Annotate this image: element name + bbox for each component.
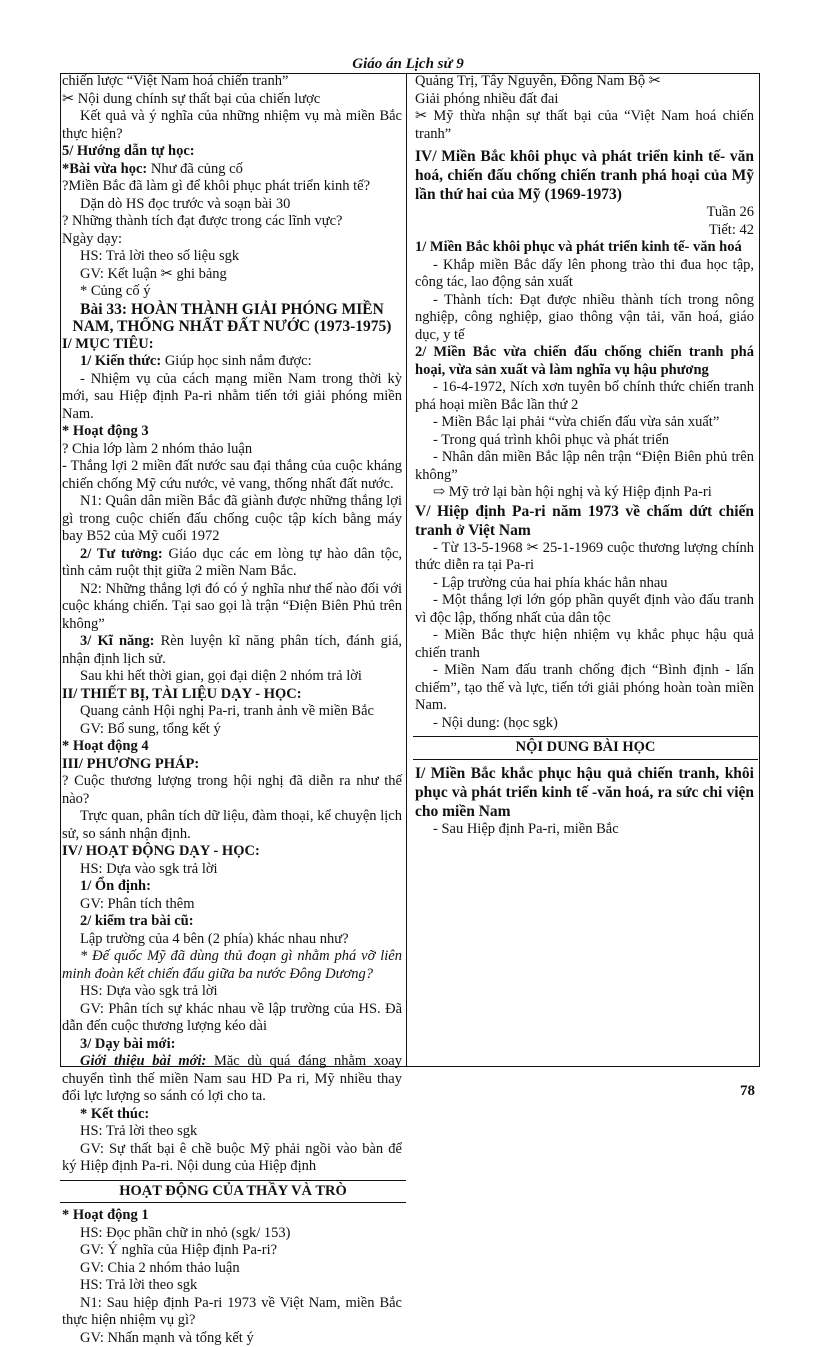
text-line: HS: Trả lời theo số liệu sgk: [60, 248, 406, 266]
text-line: - Miền Nam đấu tranh chống địch “Bình định - lấn chiếm”, tạo thế và lực, tiến tới giải phóng hoàn toàn miền Nam.: [413, 662, 758, 715]
text-line: - Thắng lợi 2 miền đất nước sau đại thắng của cuộc kháng chiến chống Mỹ cứu nước, vẻ vang, thống nhất đất nước.: [60, 458, 406, 493]
text-line: ⇨ Mỹ trở lại bàn hội nghị và ký Hiệp định Pa-ri: [413, 484, 758, 502]
text-line: [60, 1053, 406, 1106]
text-line: [60, 633, 406, 668]
section-heading: 1/ Ổn định:: [60, 878, 406, 896]
activity-label: * Kết thúc:: [60, 1106, 406, 1124]
section-heading: I/ MỤC TIÊU:: [60, 336, 406, 354]
text-line: ✂ Nội dung chính sự thất bại của chiến lược: [60, 91, 406, 109]
text-line: GV: Phân tích thêm: [60, 896, 406, 914]
text-line: ? Cuộc thương lượng trong hội nghị đã diễn ra như thế nào?: [60, 773, 406, 808]
text-line: N1: Quân dân miền Bắc đã giành được những thắng lợi gì trong cuộc chiến đấu chống cuộc tập kích bằng máy bay B52 của Mỹ cuối 1972: [60, 493, 406, 546]
activity-label: * Hoạt động 3: [60, 423, 406, 441]
text-line: Lập trường của 4 bên (2 phía) khác nhau như?: [60, 931, 406, 949]
text-line: - Nhiệm vụ của cách mạng miền Nam trong thời kỳ mới, sau Hiệp định Pa-ri nhằm tiến tới giải phóng miền Nam.: [60, 371, 406, 424]
text-line: - 16-4-1972, Ních xơn tuyên bố chính thức chiến tranh phá hoại miền Bắc lần thứ 2: [413, 379, 758, 414]
activity-label: * Hoạt động 4: [60, 738, 406, 756]
text-line: * Đế quốc Mỹ đã dùng thủ đoạn gì nhằm phá vỡ liên minh đoàn kết chiến đấu giữa ba nước Đông Dương?: [60, 948, 406, 983]
text-line: - Thành tích: Đạt được nhiều thành tích trong nông nghiệp, công nghiệp, giao thông vận tải, văn hoá, giáo dục, y tế: [413, 292, 758, 345]
text-line: ? Chia lớp làm 2 nhóm thảo luận: [60, 441, 406, 459]
text-line: ?Miền Bắc đã làm gì để khôi phục phát triển kinh tế?: [60, 178, 406, 196]
text-line: GV: Phân tích sự khác nhau về lập trường của HS. Đã dẫn đến cuộc thương lượng kéo dài: [60, 1001, 406, 1036]
text-line: chiến lược “Việt Nam hoá chiến tranh”: [60, 73, 406, 91]
text-line: [60, 546, 406, 581]
label: 1/ Kiến thức:: [80, 353, 161, 369]
text-line: Ngày dạy:: [60, 231, 406, 249]
text-line: ? Những thành tích đạt được trong các lĩnh vực?: [60, 213, 406, 231]
text-line: HS: Trả lời theo sgk: [60, 1277, 406, 1295]
section-heading: I/ Miền Bắc khắc phục hậu quả chiến tranh, khôi phục và phát triển kinh tế -văn hoá, ra sức chi viện cho miền Nam: [413, 764, 758, 821]
text-line: HS: Dựa vào sgk trả lời: [60, 983, 406, 1001]
text-line: - Sau Hiệp định Pa-ri, miền Bắc: [413, 821, 758, 839]
text-line: GV: Sự thất bại ê chề buộc Mỹ phải ngồi vào bàn để ký Hiệp định Pa-ri. Nội dung của Hiệp định: [60, 1141, 406, 1176]
text-line: - Nội dung: (học sgk): [413, 715, 758, 733]
label: 2/ Tư tưởng:: [80, 546, 163, 562]
text-line: [60, 353, 406, 371]
text-line: - Một thắng lợi lớn góp phần quyết định vào đấu tranh vì độc lập, thống nhất của dân tộc: [413, 592, 758, 627]
text-line: GV: Nhấn mạnh và tổng kết ý: [60, 1330, 406, 1347]
page-header: Giáo án Lịch sử 9: [0, 56, 816, 73]
label: 3/ Kĩ năng:: [80, 633, 154, 649]
lesson-title: Bài 33: HOÀN THÀNH GIẢI PHÓNG MIỀN NAM, THỐNG NHẤT ĐẤT NƯỚC (1973-1975): [60, 301, 406, 336]
text-line: GV: Bổ sung, tổng kết ý: [60, 721, 406, 739]
text-line: [60, 161, 406, 179]
text-line: - Khắp miền Bắc dấy lên phong trào thi đua học tập, công tác, lao động sản xuất: [413, 257, 758, 292]
text-line: - Từ 13-5-1968 ✂ 25-1-1969 cuộc thương lượng chính thức diễn ra tại Pa-ri: [413, 540, 758, 575]
text-line: Quang cảnh Hội nghị Pa-ri, tranh ảnh về miền Bắc: [60, 703, 406, 721]
text-line: Quảng Trị, Tây Nguyên, Đông Nam Bộ ✂: [413, 73, 758, 91]
text-line: - Miền Bắc thực hiện nhiệm vụ khắc phục hậu quả chiến tranh: [413, 627, 758, 662]
text-line: - Miền Bắc lại phải “vừa chiến đấu vừa sản xuất”: [413, 414, 758, 432]
label: Giới thiệu bài mới:: [80, 1053, 206, 1069]
text-line: GV: Chia 2 nhóm thảo luận: [60, 1260, 406, 1278]
right-column: [413, 73, 758, 1067]
section-heading: II/ THIẾT BỊ, TÀI LIỆU DẠY - HỌC:: [60, 686, 406, 704]
page-number: 78: [740, 1083, 755, 1100]
text-line: HS: Đọc phần chữ in nhỏ (sgk/ 153): [60, 1225, 406, 1243]
table-header-left: HOẠT ĐỘNG CỦA THẦY VÀ TRÒ: [60, 1180, 406, 1204]
text-line: - Nhân dân miền Bắc lập nên trận “Điện Biên phủ trên không”: [413, 449, 758, 484]
section-heading: IV/ Miền Bắc khôi phục và phát triển kinh tế- văn hoá, chiến đấu chống chiến tranh phá hoại của Mỹ lần thứ hai của Mỹ (1969-1973): [413, 147, 758, 204]
table-header-right: NỘI DUNG BÀI HỌC: [413, 736, 758, 760]
text-line: GV: Ý nghĩa của Hiệp định Pa-ri?: [60, 1242, 406, 1260]
text: Rèn luyện kĩ năng phân tích, đánh giá, nhận định lịch sử.: [62, 633, 402, 667]
period-label: Tiết: 42: [413, 222, 758, 240]
left-column: [60, 73, 406, 1067]
text-line: Giải phóng nhiều đất đai: [413, 91, 758, 109]
section-heading: 1/ Miền Bắc khôi phục và phát triển kinh tế- văn hoá: [413, 239, 758, 257]
text: Giáo dục các em lòng tự hào dân tộc, tình cảm ruột thịt giữa 2 miền Nam Bắc.: [62, 546, 402, 580]
text-line: Kết quả và ý nghĩa của những nhiệm vụ mà miền Bắc thực hiện?: [60, 108, 406, 143]
text-line: N2: Những thắng lợi đó có ý nghĩa như thế nào đối với cuộc kháng chiến. Tại sao gọi là trận “Điện Biên Phủ trên không”: [60, 581, 406, 634]
text-line: ✂ Mỹ thừa nhận sự thất bại của “Việt Nam hoá chiến tranh”: [413, 108, 758, 143]
text-line: HS: Trả lời theo sgk: [60, 1123, 406, 1141]
text-line: GV: Kết luận ✂ ghi bảng: [60, 266, 406, 284]
text-line: N1: Sau hiệp định Pa-ri 1973 về Việt Nam, miền Bắc thực hiện nhiệm vụ gì?: [60, 1295, 406, 1330]
section-heading: IV/ HOẠT ĐỘNG DẠY - HỌC:: [60, 843, 406, 861]
section-heading: 2/ kiểm tra bài cũ:: [60, 913, 406, 931]
text-line: HS: Dựa vào sgk trả lời: [60, 861, 406, 879]
text-line: Trực quan, phân tích dữ liệu, đàm thoại, kể chuyện lịch sử, so sánh nhận định.: [60, 808, 406, 843]
week-label: Tuần 26: [413, 204, 758, 222]
text-line: - Trong quá trình khôi phục và phát triển: [413, 432, 758, 450]
activity-label: * Hoạt động 1: [60, 1207, 406, 1225]
section-heading: V/ Hiệp định Pa-ri năm 1973 về chấm dứt chiến tranh ở Việt Nam: [413, 502, 758, 540]
text-line: - Lập trường của hai phía khác hẳn nhau: [413, 575, 758, 593]
section-heading: 5/ Hướng dẫn tự học:: [60, 143, 406, 161]
text: Như đã củng cố: [147, 161, 243, 177]
text: Giúp học sinh nắm được:: [161, 353, 311, 369]
section-heading: 2/ Miền Bắc vừa chiến đấu chống chiến tranh phá hoại, vừa sản xuất và làm nghĩa vụ hậu phương: [413, 344, 758, 379]
text-line: Dặn dò HS đọc trước và soạn bài 30: [60, 196, 406, 214]
text-line: Sau khi hết thời gian, gọi đại diện 2 nhóm trả lời: [60, 668, 406, 686]
label: *Bài vừa học:: [62, 161, 147, 177]
text-line: * Củng cố ý: [60, 283, 406, 301]
text: Mặc dù quá đáng nhằm xoay chuyển tình thế miền Nam sau HD Pa ri, Mỹ nhiều thay đổi lực lượng so sánh có lợi cho ta.: [62, 1053, 402, 1104]
section-heading: 3/ Dạy bài mới:: [60, 1036, 406, 1054]
section-heading: III/ PHƯƠNG PHÁP:: [60, 756, 406, 774]
column-divider: [406, 73, 407, 1067]
